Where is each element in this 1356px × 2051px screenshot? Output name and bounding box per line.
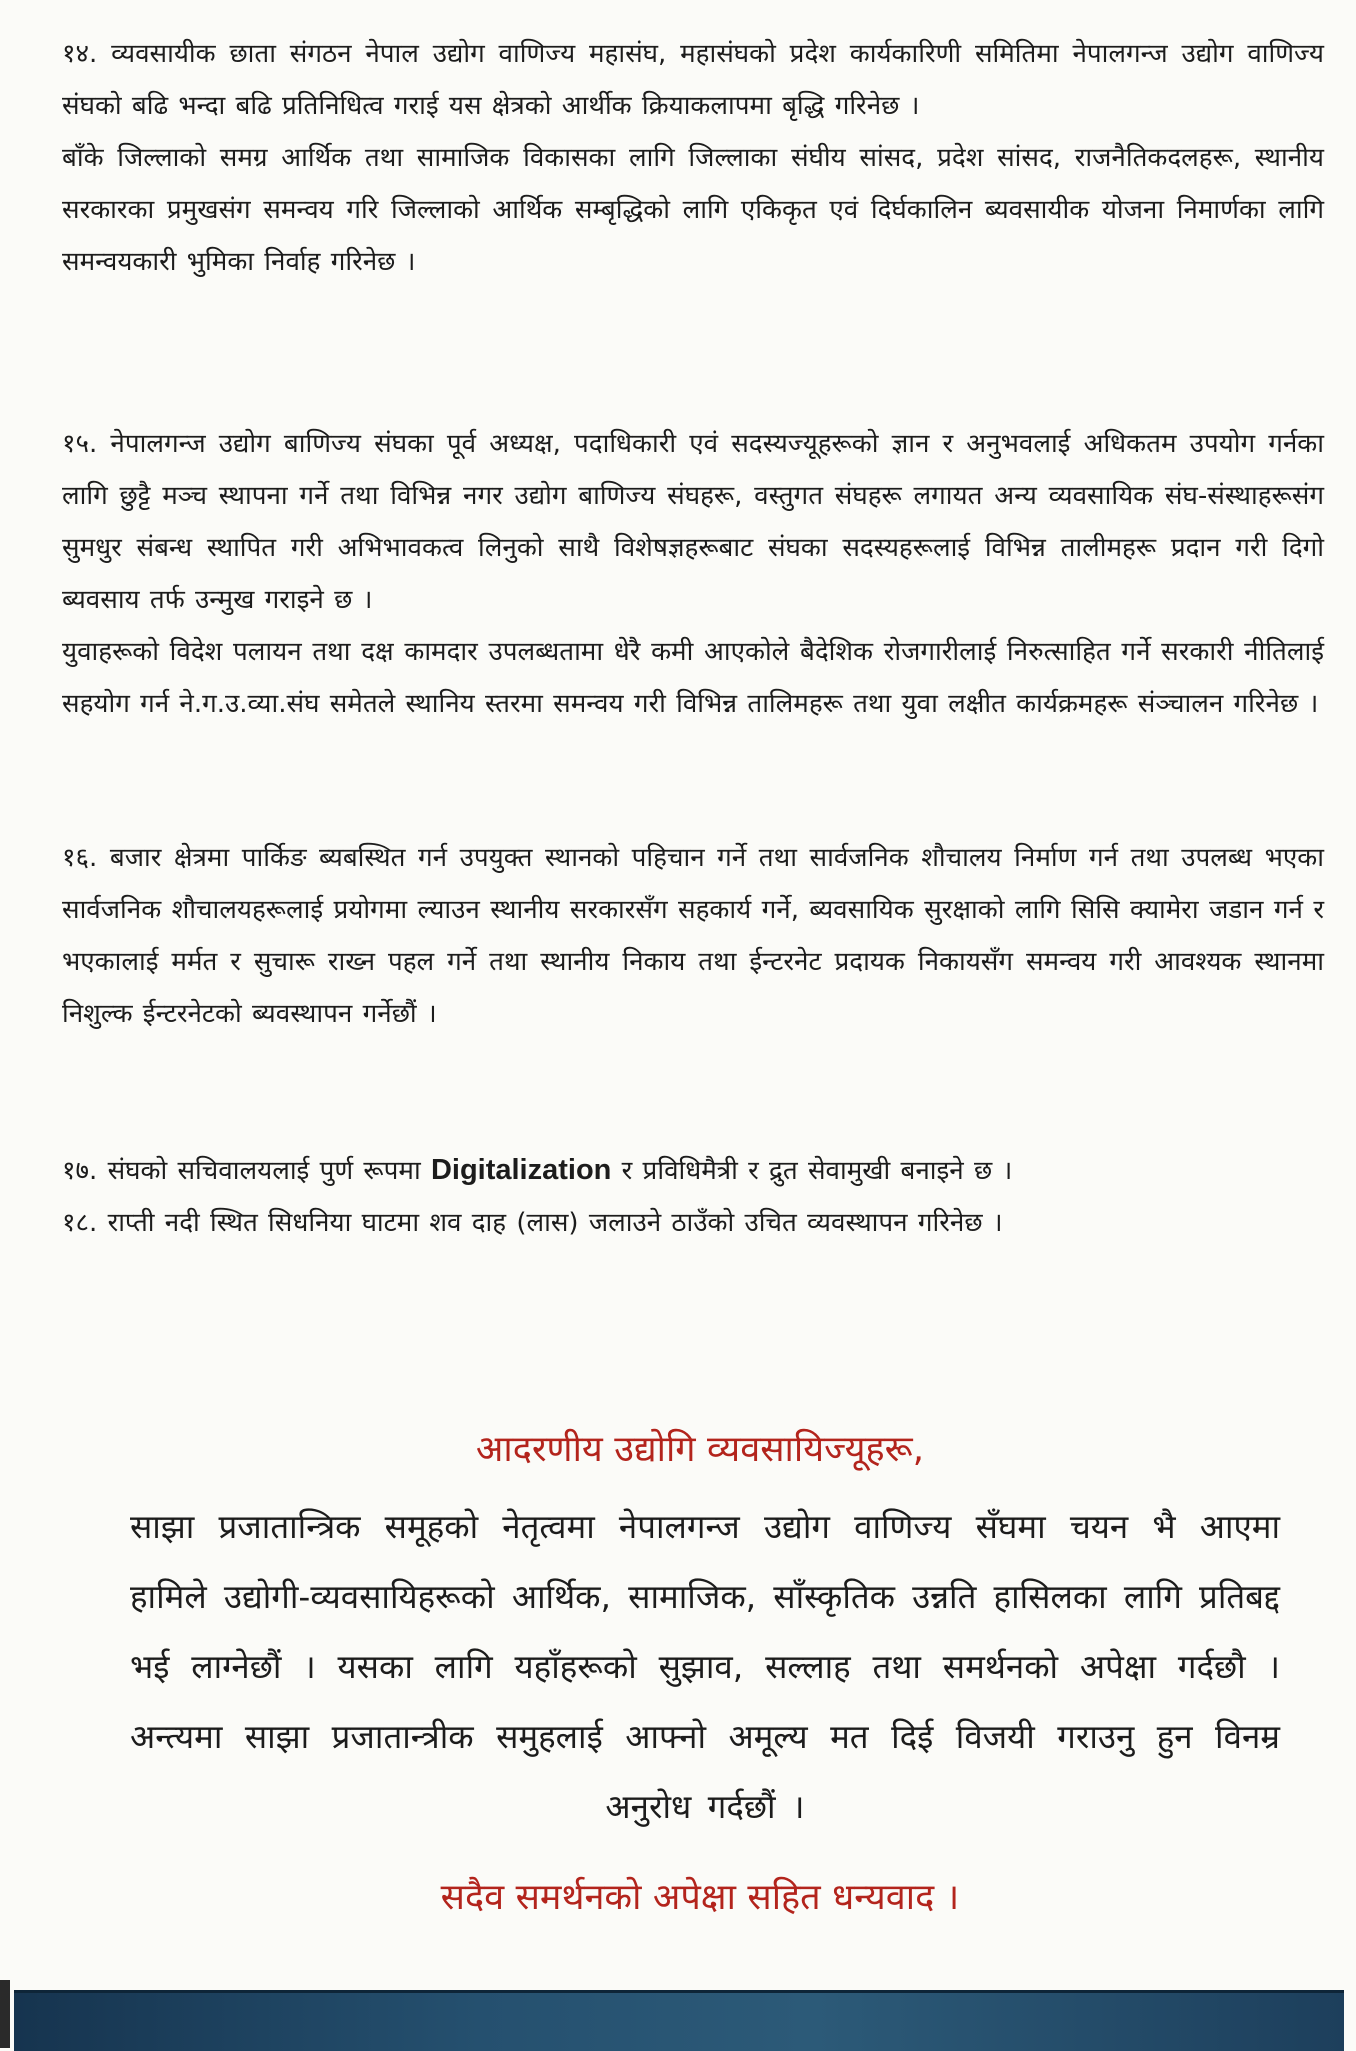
appeal-paragraph: साझा प्रजातान्त्रिक समूहको नेतृत्वमा नेपालगन्ज उद्योग वाणिज्य सँघमा चयन भै आएमा हामिले उद्योगी-व्यवसायिहरूको आर्थिक, सामाजिक, साँस्कृतिक उन्नति हासिलका लागि प्रतिबद्द भई लाग्नेछौं । यसका लागि यहाँहरूको सुझाव, सल्लाह तथा समर्थनको अपेक्षा गर्दछौ । अन्त्यमा साझा प्रजातान्त्रीक समुहलाई आफ्नो अमूल्य मत दिई विजयी गराउनु हुन विनम्र अनुरोध गर्दछौं । <box>130 1507 1280 1826</box>
point-14-text: १४. व्यवसायीक छाता संगठन नेपाल उद्योग वाणिज्य महासंघ, महासंघको प्रदेश कार्यकारिणी समितिमा नेपालगन्ज उद्योग वाणिज्य संघको बढि भन्दा बढि प्रतिनिधित्व गराई यस क्षेत्रको आर्थीक क्रियाकलापमा बृद्धि गरिनेछ । <box>62 39 1324 121</box>
salutation-heading: आदरणीय उद्योगि व्यवसायिज्यूहरू, <box>475 1429 925 1470</box>
point-16-text: १६. बजार क्षेत्रमा पार्किङ ब्यबस्थित गर्न उपयुक्त स्थानको पहिचान गर्ने तथा सार्वजनिक शौचालय निर्माण गर्न तथा उपलब्ध भएका सार्वजनिक शौचालयहरूलाई प्रयोगमा ल्याउन स्थानीय सरकारसँग सहकार्य गर्ने, ब्यवसायिक सुरक्षाको लागि सिसि क्यामेरा जडान गर्न र भएकालाई मर्मत र सुचारू राख्न पहल गर्ने तथा स्थानीय निकाय तथा ईन्टरनेट प्रदायक निकायसँग समन्वय गरी आवश्यक स्थानमा निशुल्क ईन्टरनेटको ब्यवस्थापन गर्नेछौं । <box>62 843 1324 1029</box>
point-16 <box>62 832 1324 1040</box>
point-17-prefix: १७. संघको सचिवालयलाई पुर्ण रूपमा <box>62 1156 421 1186</box>
point-17 <box>62 1144 1324 1197</box>
footer-band <box>14 1990 1344 2051</box>
point-14-continuation: बाँके जिल्लाको समग्र आर्थिक तथा सामाजिक विकासका लागि जिल्लाका संघीय सांसद, प्रदेश सांसद, राजनैतिकदलहरू, स्थानीय सरकारका प्रमुखसंग समन्वय गरि जिल्लाको आर्थिक सम्बृद्धिको लागि एकिकृत एवं दिर्घकालिन ब्यवसायीक योजना निमार्णका लागि समन्वयकारी भुमिका निर्वाह गरिनेछ । <box>62 143 1324 277</box>
point-14 <box>62 28 1324 288</box>
point-17-18 <box>62 1144 1324 1249</box>
point-17-digitalization: Digitalization <box>430 1154 612 1186</box>
point-17-suffix: र प्रविधिमैत्री र द्रुत सेवामुखी बनाइने छ । <box>621 1156 1013 1186</box>
point-15-continuation: युवाहरूको विदेश पलायन तथा दक्ष कामदार उपलब्धतामा धेरै कमी आएकोले बैदेशिक रोजगारीलाई निरुत्साहित गर्ने सरकारी नीतिलाई सहयोग गर्न ने.ग.उ.व्या.संघ समेतले स्थानिय स्तरमा समन्वय गरी विभिन्न तालिमहरू तथा युवा लक्षीत कार्यक्रमहरू संञ्चालन गरिनेछ । <box>62 637 1324 719</box>
point-15 <box>62 418 1324 730</box>
point-18: १८. राप्ती नदी स्थित सिधनिया घाटमा शव दाह (लास) जलाउने ठाउँको उचित व्यवस्थापन गरिनेछ । <box>62 1208 1003 1238</box>
closing-section <box>100 1420 1300 1928</box>
point-15-text: १५. नेपालगन्ज उद्योग बाणिज्य संघका पूर्व अध्यक्ष, पदाधिकारी एवं सदस्यज्यूहरूको ज्ञान र अनुभवलाई अधिकतम उपयोग गर्नका लागि छुट्टै मञ्च स्थापना गर्ने तथा विभिन्न नगर उद्योग बाणिज्य संघहरू, वस्तुगत संघहरू लगायत अन्य व्यवसायिक संघ-संस्थाहरूसंग सुमधुर संबन्ध स्थापित गरी अभिभावकत्व लिनुको साथै विशेषज्ञहरूबाट संघका सदस्यहरूलाई विभिन्न तालीमहरू प्रदान गरी दिगो ब्यवसाय तर्फ उन्मुख गराइने छ । <box>62 429 1324 615</box>
thanks-line: सदैव समर्थनको अपेक्षा सहित धन्यवाद । <box>440 1877 960 1918</box>
page-edge-shadow <box>0 1980 10 2048</box>
